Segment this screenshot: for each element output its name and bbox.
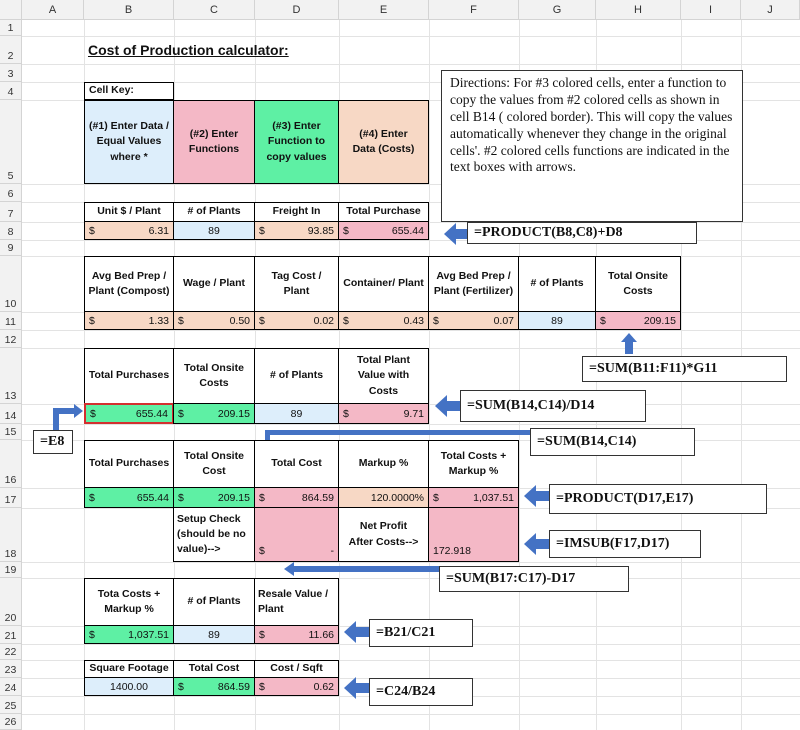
t2-header-compost[interactable]: Avg Bed Prep / Plant (Compost) bbox=[84, 256, 174, 312]
col-header-j[interactable]: J bbox=[741, 0, 800, 20]
formula-box-e8[interactable]: =PRODUCT(B8,C8)+D8 bbox=[467, 222, 697, 244]
col-header-c[interactable]: C bbox=[174, 0, 255, 20]
t2-header-container[interactable]: Container/ Plant bbox=[338, 256, 429, 312]
row-header[interactable]: 5 bbox=[0, 100, 22, 184]
row-header[interactable]: 20 bbox=[0, 578, 22, 626]
cell-b8[interactable]: $ 6.31 bbox=[84, 221, 174, 240]
t4-header-totalcost[interactable]: Total Cost bbox=[254, 440, 339, 488]
col-header-g[interactable]: G bbox=[519, 0, 596, 20]
arrow-shaft bbox=[355, 683, 369, 693]
arrow-up-icon bbox=[621, 333, 637, 342]
cell-c14[interactable]: $ 209.15 bbox=[173, 403, 255, 424]
t4-setup-label[interactable]: Setup Check (should be no value)--> bbox=[173, 507, 255, 562]
formula-box-h11[interactable]: =SUM(B11:F11)*G11 bbox=[582, 356, 787, 382]
cell-c21[interactable]: 89 bbox=[173, 625, 255, 644]
t1-header-total[interactable]: Total Purchase bbox=[338, 202, 429, 222]
row-header[interactable]: 26 bbox=[0, 714, 22, 730]
arrow-shaft bbox=[535, 539, 549, 549]
arrow-right-icon bbox=[74, 404, 83, 418]
row-header[interactable]: 18 bbox=[0, 508, 22, 562]
corner-cell[interactable] bbox=[0, 0, 22, 20]
cell-f11[interactable]: $ 0.07 bbox=[428, 311, 519, 330]
formula-box-d24[interactable]: =C24/B24 bbox=[369, 678, 473, 706]
t4-profit-label[interactable]: Net Profit After Costs--> bbox=[338, 507, 429, 562]
t1-header-unit[interactable]: Unit $ / Plant bbox=[84, 202, 174, 222]
t6-header-totalcost[interactable]: Total Cost bbox=[173, 660, 255, 678]
t2-header-wage[interactable]: Wage / Plant bbox=[173, 256, 255, 312]
row-header[interactable]: 9 bbox=[0, 240, 22, 256]
row-header[interactable]: 1 bbox=[0, 20, 22, 36]
arrow-shaft bbox=[535, 491, 549, 501]
row-header[interactable]: 14 bbox=[0, 404, 22, 424]
row-header[interactable]: 24 bbox=[0, 678, 22, 696]
cell-key-2[interactable]: (#2) Enter Functions bbox=[173, 100, 255, 184]
t5-header-costsmarkup[interactable]: Tota Costs + Markup % bbox=[84, 578, 174, 626]
formula-box-d18[interactable]: =SUM(B17:C17)-D17 bbox=[439, 566, 629, 592]
arrow-shaft bbox=[267, 430, 530, 435]
row-header[interactable]: 3 bbox=[0, 64, 22, 82]
cell-g11[interactable]: 89 bbox=[518, 311, 596, 330]
row-header[interactable]: 15 bbox=[0, 424, 22, 440]
cell-f18[interactable]: 172.918 bbox=[428, 507, 519, 562]
t5-header-resale[interactable]: Resale Value / Plant bbox=[254, 578, 339, 626]
col-header-a[interactable]: A bbox=[22, 0, 84, 20]
formula-box-e14[interactable]: =SUM(B14,C14)/D14 bbox=[460, 390, 646, 422]
t2-header-onsite[interactable]: Total Onsite Costs bbox=[595, 256, 681, 312]
row-header[interactable]: 22 bbox=[0, 644, 22, 660]
t3-header-plantvalue[interactable]: Total Plant Value with Costs bbox=[338, 348, 429, 404]
row-header[interactable]: 17 bbox=[0, 488, 22, 508]
cell-d24[interactable]: $ 0.62 bbox=[254, 677, 339, 696]
row-header[interactable]: 4 bbox=[0, 82, 22, 100]
directions-textbox[interactable]: Directions: For #3 colored cells, enter a function to copy the values from #2 colored cells as shown in cell B14 ( colored border). This will copy the values automatically whenever they change in the original cells'. #2 colored cells functions are indicated in the text boxes with arrows. bbox=[441, 70, 743, 222]
cell-b17[interactable]: $ 655.44 bbox=[84, 487, 174, 508]
t3-header-purchases[interactable]: Total Purchases bbox=[84, 348, 174, 404]
cell-f17[interactable]: $ 1,037.51 bbox=[428, 487, 519, 508]
cell-d17[interactable]: $ 864.59 bbox=[254, 487, 339, 508]
cell-key-3[interactable]: (#3) Enter Function to copy values bbox=[254, 100, 339, 184]
row-header[interactable]: 7 bbox=[0, 202, 22, 222]
arrow-shaft bbox=[446, 401, 460, 411]
arrow-shaft bbox=[355, 627, 369, 637]
cell-b21[interactable]: $ 1,037.51 bbox=[84, 625, 174, 644]
row-header[interactable]: 12 bbox=[0, 330, 22, 348]
arrow-shaft bbox=[293, 566, 439, 572]
cell-h11[interactable]: $ 209.15 bbox=[595, 311, 681, 330]
row-header[interactable]: 25 bbox=[0, 696, 22, 714]
cell-b14[interactable]: $ 655.44 bbox=[84, 403, 174, 424]
cell-d21[interactable]: $ 11.66 bbox=[254, 625, 339, 644]
cell-d18[interactable]: $ - bbox=[254, 507, 339, 562]
col-header-i[interactable]: I bbox=[681, 0, 741, 20]
cell-c11[interactable]: $ 0.50 bbox=[173, 311, 255, 330]
cell-d14[interactable]: 89 bbox=[254, 403, 339, 424]
row-header[interactable]: 11 bbox=[0, 312, 22, 330]
col-header-f[interactable]: F bbox=[429, 0, 519, 20]
t3-header-onsite[interactable]: Total Onsite Costs bbox=[173, 348, 255, 404]
cell-d8[interactable]: $ 93.85 bbox=[254, 221, 339, 240]
t2-header-tag[interactable]: Tag Cost / Plant bbox=[254, 256, 339, 312]
formula-box-d21[interactable]: =B21/C21 bbox=[369, 619, 473, 647]
t4-header-purchases[interactable]: Total Purchases bbox=[84, 440, 174, 488]
row-header[interactable]: 23 bbox=[0, 660, 22, 678]
t4-header-markup[interactable]: Markup % bbox=[338, 440, 429, 488]
formula-box-f18[interactable]: =IMSUB(F17,D17) bbox=[549, 530, 701, 558]
col-header-b[interactable]: B bbox=[84, 0, 174, 20]
cell-c17[interactable]: $ 209.15 bbox=[173, 487, 255, 508]
t6-header-costsqft[interactable]: Cost / Sqft bbox=[254, 660, 339, 678]
row-header[interactable]: 8 bbox=[0, 222, 22, 240]
row-header[interactable]: 13 bbox=[0, 348, 22, 404]
t4-header-onsite[interactable]: Total Onsite Cost bbox=[173, 440, 255, 488]
formula-box-f17[interactable]: =PRODUCT(D17,E17) bbox=[549, 484, 767, 514]
cell-e14[interactable]: $ 9.71 bbox=[338, 403, 429, 424]
cell-key-4[interactable]: (#4) Enter Data (Costs) bbox=[338, 100, 429, 184]
cell-key-label[interactable]: Cell Key: bbox=[84, 82, 174, 100]
t2-header-plants[interactable]: # of Plants bbox=[518, 256, 596, 312]
cell-d11[interactable]: $ 0.02 bbox=[254, 311, 339, 330]
row-header[interactable]: 16 bbox=[0, 440, 22, 488]
t5-header-plants[interactable]: # of Plants bbox=[173, 578, 255, 626]
cell-e11[interactable]: $ 0.43 bbox=[338, 311, 429, 330]
cell-e17[interactable]: 120.0000% bbox=[338, 487, 429, 508]
t1-header-freight[interactable]: Freight In bbox=[254, 202, 339, 222]
t1-header-plants[interactable]: # of Plants bbox=[173, 202, 255, 222]
cell-e8[interactable]: $ 655.44 bbox=[338, 221, 429, 240]
formula-box-d17[interactable]: =SUM(B14,C14) bbox=[530, 428, 695, 456]
col-header-e[interactable]: E bbox=[339, 0, 429, 20]
arrow-shaft bbox=[625, 342, 633, 354]
col-header-d[interactable]: D bbox=[255, 0, 339, 20]
row-header[interactable]: 19 bbox=[0, 562, 22, 578]
page-title: Cost of Production calculator: bbox=[88, 42, 289, 58]
formula-box-b14[interactable]: =E8 bbox=[33, 430, 73, 454]
t4-header-totalmarkup[interactable]: Total Costs + Markup % bbox=[428, 440, 519, 488]
t2-header-fertilizer[interactable]: Avg Bed Prep / Plant (Fertilizer) bbox=[428, 256, 519, 312]
t6-header-sqft[interactable]: Square Footage bbox=[84, 660, 174, 678]
arrow-shaft bbox=[455, 229, 467, 239]
row-header[interactable]: 6 bbox=[0, 184, 22, 202]
row-header[interactable]: 10 bbox=[0, 256, 22, 312]
cell-key-1[interactable]: (#1) Enter Data / Equal Values where * bbox=[84, 100, 174, 184]
cell-b11[interactable]: $ 1.33 bbox=[84, 311, 174, 330]
row-header[interactable]: 2 bbox=[0, 36, 22, 64]
arrow-shaft bbox=[53, 408, 75, 414]
cell-c8[interactable]: 89 bbox=[173, 221, 255, 240]
t3-header-plants[interactable]: # of Plants bbox=[254, 348, 339, 404]
col-header-h[interactable]: H bbox=[596, 0, 681, 20]
row-header[interactable]: 21 bbox=[0, 626, 22, 644]
cell-b24[interactable]: 1400.00 bbox=[84, 677, 174, 696]
cell-c24[interactable]: $ 864.59 bbox=[173, 677, 255, 696]
